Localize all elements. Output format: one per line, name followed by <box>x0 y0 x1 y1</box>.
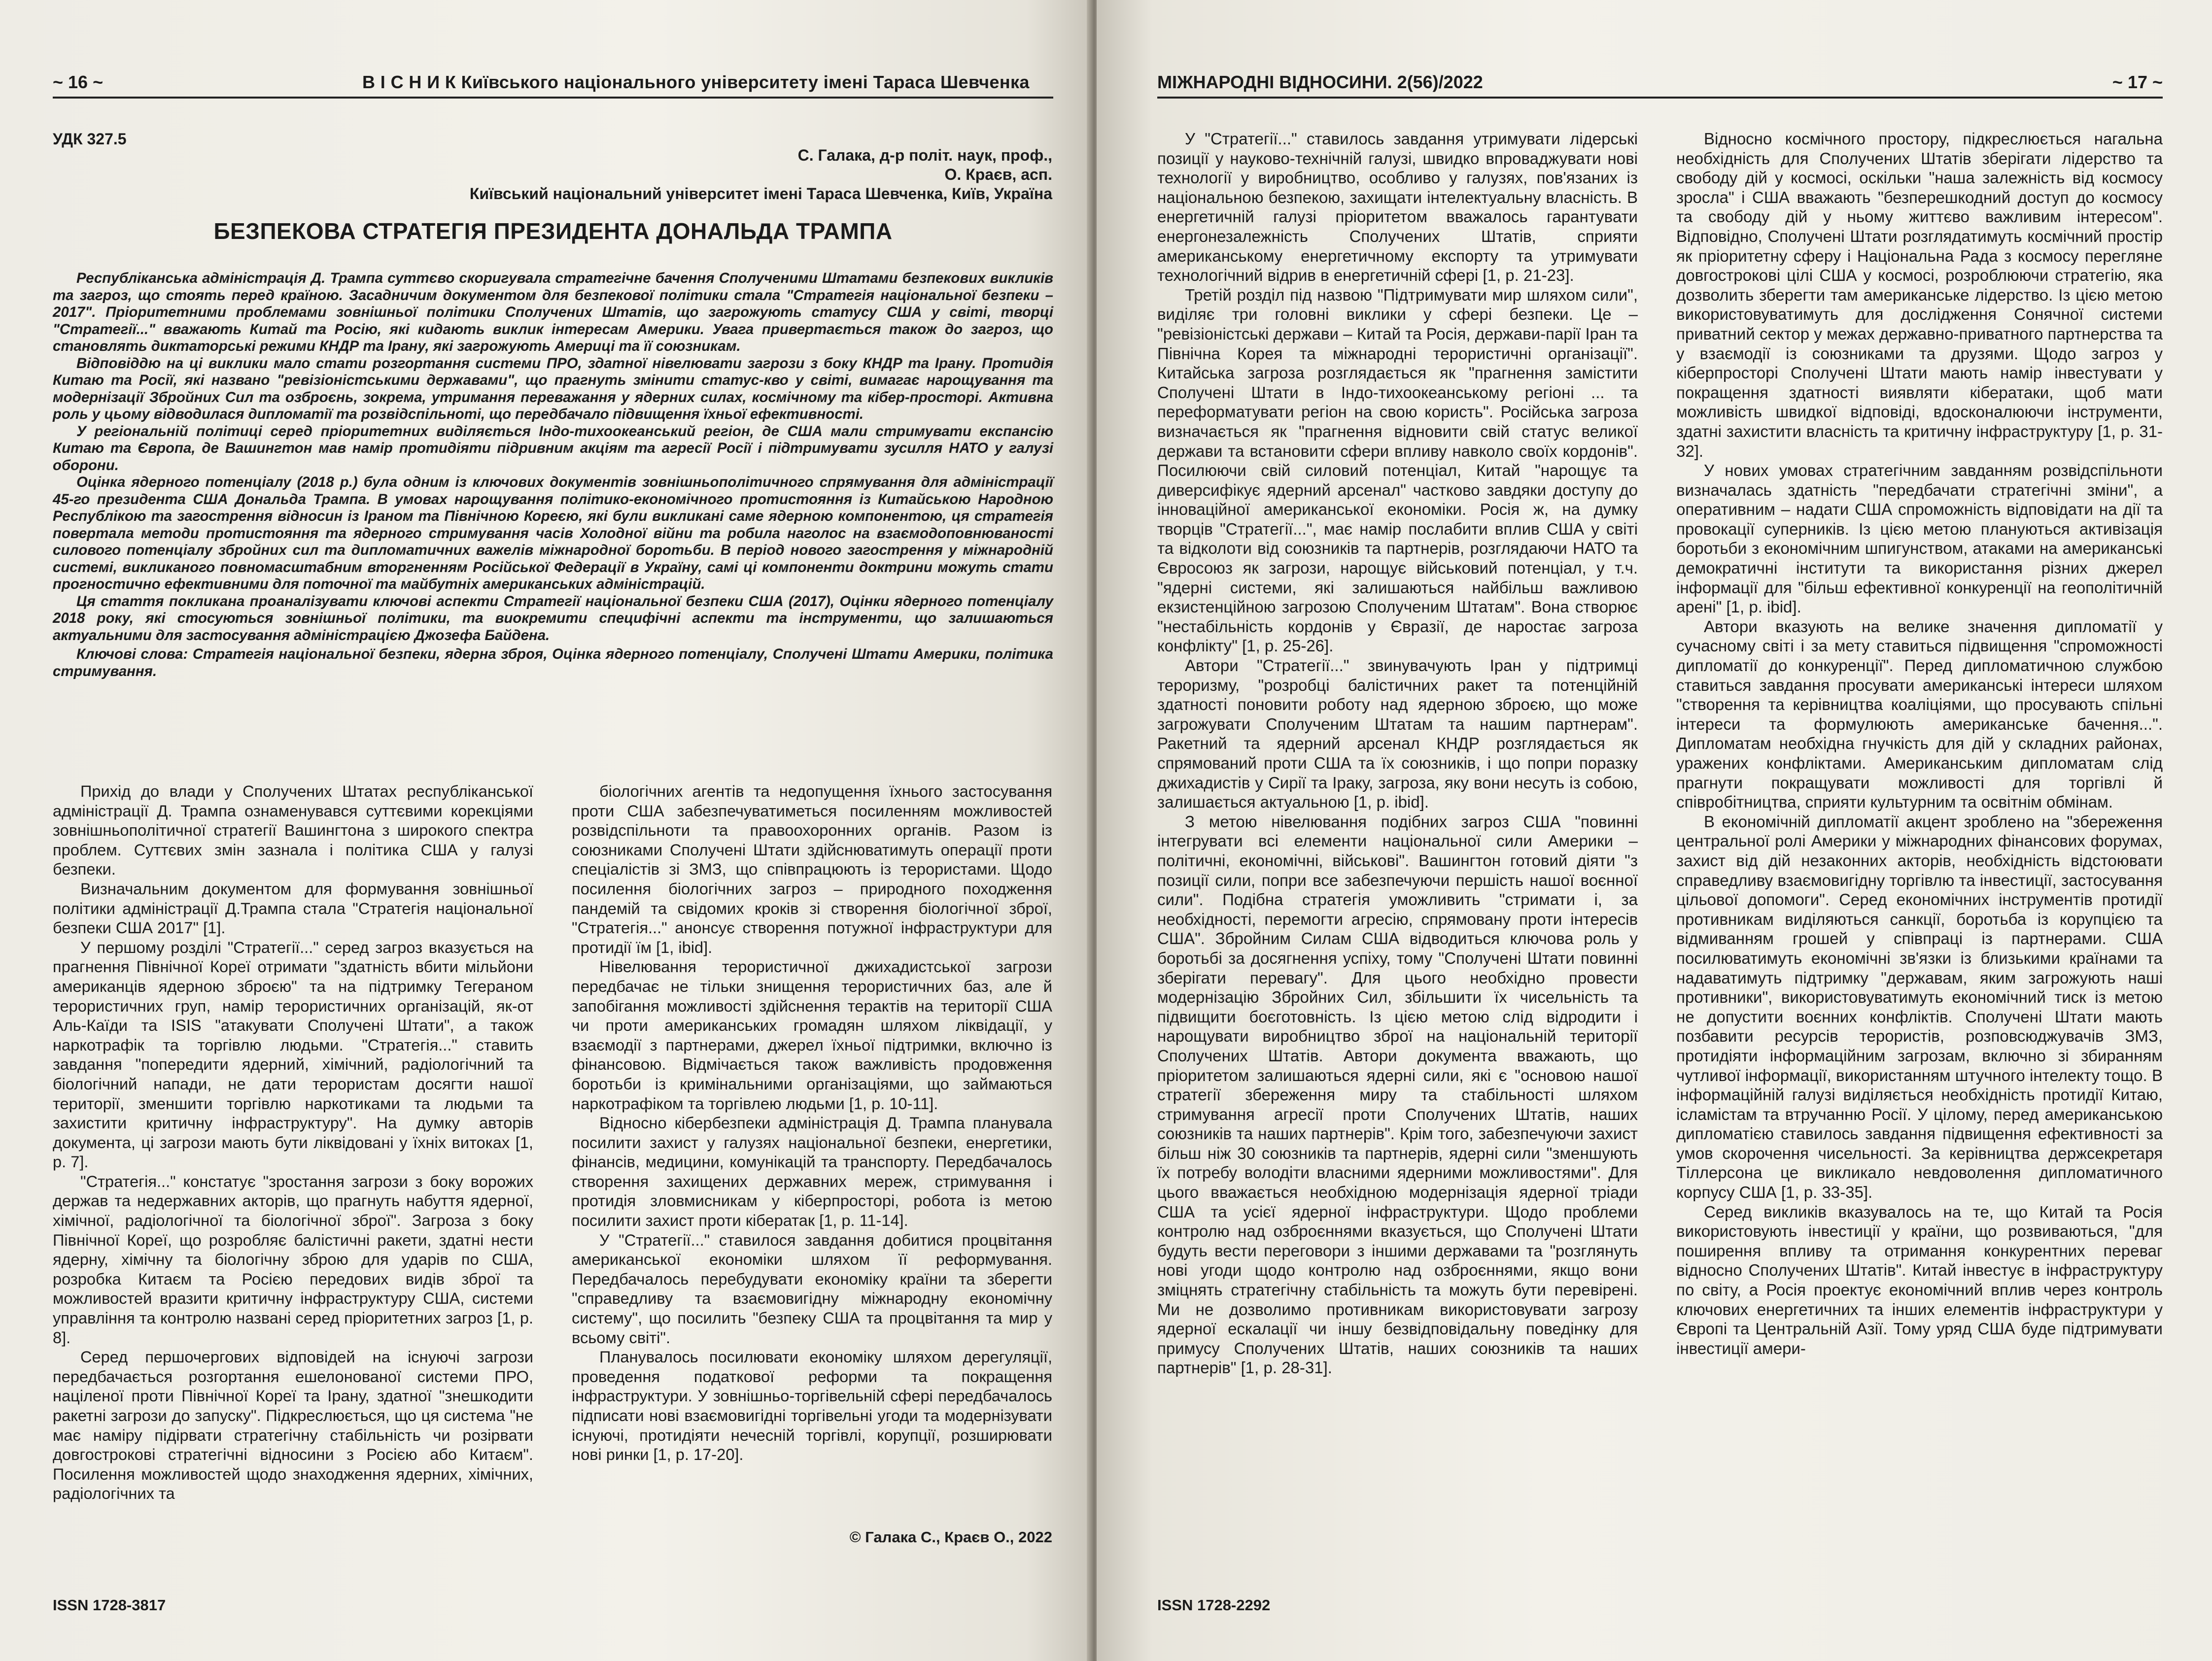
header-rule <box>53 97 1053 99</box>
left-page <box>0 0 1092 1661</box>
body-paragraph: З метою нівелювання подібних загроз США "повинні інтегрувати всі елементи національної сили Америки – політичні, економічні, військові". Вашингтон готовий діяти "з позиції сили, попри все забезпечуючи першість нашої воєнної сили". Подібна стратегія уможливить "стримати і, за необхідності, перемогти агресію, спрямовану проти інтересів США". Збройним Силам США відводиться ключова роль у боротьбі за досягнення успіху, тому "Сполучені Штати повинні зберігати перевагу". Для цього необхідно провести модернізацію Збройних Сил, збільшити їх чисельність та підвищити боєготовність. Із цією метою слід відродити і нарощувати виробництво зброї на національній території Сполучених Штатів. Автори документа вважають, що пріоритетом залишаються ядерні сили, які є "основою нашої стратегії збереження миру та стабільності шляхом стримування агресії проти Сполучених Штатів, наших союзників та наших партнерів". Крім того, забезпечуючи захист більш ніж 30 союзників та партнерів, ядерні сили "зменшують їх потребу володіти власними ядерними можливостями". Для цього вважається необхідною модернізація ядерної тріади США та усієї ядерної інфраструктури. Щодо проблеми контролю над озброєннями вказується, що Сполучені Штати будуть вести переговори з іншими державами та "розглянуть нові угоди щодо контролю над озброєннями, якщо вони зміцнять стратегічну стабільність та можуть бути перевірені. Ми не дозволимо противникам використовувати загрозу ядерної ескалації чи іншу безвідповідальну поведінку для примусу Сполучених Штатів, наших союзників та наших партнерів" [1, p. 28-31]. <box>1157 812 1638 1377</box>
body-paragraph: "Стратегія..." констатує "зростання загрози з боку ворожих держав та недержавних акторів, що прагнуть набуття ядерної, хімічної, радіологічної та біологічної зброї". Загроза з боку Північної Кореї, що розробляє балістичні ракети, здатні нести ядерну, хімічну та біологічну зброю для ударів по США, розробка Китаєм та Росією передових видів зброї та можливостей вразити критичну інфраструктуру США, системи управління та контролю названі серед пріоритетних загроз [1, p. 8]. <box>53 1172 533 1347</box>
article-title: БЕЗПЕКОВА СТРАТЕГІЯ ПРЕЗИДЕНТА ДОНАЛЬДА ТРАМПА <box>213 218 893 244</box>
body-column-4 <box>1676 129 2163 1358</box>
body-paragraph: Визначальним документом для формування зовнішньої політики адміністрації Д.Трампа стала "Стратегія національної безпеки США 2017" [1]. <box>53 879 533 937</box>
body-paragraph: У "Стратегії..." ставилося завдання добитися процвітання американської економіки шляхом її реформування. Передбачалось перебудувати економіку країни та зберегти "справедливу та взаємовигідну міжнародну економічну систему", що посилить "безпеку США та процвітання та мир у всьому світі". <box>572 1230 1052 1347</box>
authors-block <box>470 146 1052 203</box>
body-column-2 <box>572 781 1052 1464</box>
body-paragraph: У нових умовах стратегічним завданням розвідспільноти визначалась здатність "передбачати стратегічні зміни", а оперативним – надати США спроможність відповідати на дії та провокації суперників. Із цією метою плануються активізація боротьби з економічним шпигунством, атаками на американські демократичні інститути та використання різних джерел інформації для "більш ефективної конкуренції на геополітичній арені" [1, p. ibid]. <box>1676 461 2163 616</box>
keywords: Ключові слова: Стратегія національної безпеки, ядерна зброя, Оцінка ядерного потенціалу, Сполучені Штати Америки, політика стримування. <box>53 646 1053 679</box>
abstract-paragraph: Республіканська адміністрація Д. Трампа суттєво скоригувала стратегічне бачення Сполученими Штатами безпекових викликів та загроз, що стоять перед країною. Засадничим документом для безпекової політики стала "Стратегія національної безпеки – 2017". Пріоритетними проблемами зовнішньої політики Сполучених Штатів, що загрожують статусу США у світі, творці "Стратегії..." вважають Китай та Росію, які кидають виклик інтересам Америки. Увага привертається також до загроз, що становлять диктаторські режими КНДР та Ірану, які загрожують Америці та її союзникам. <box>53 270 1053 354</box>
author-affiliation: Київський національний університет імені Тараса Шевченка, Київ, Україна <box>469 185 1052 203</box>
abstract <box>53 270 1053 680</box>
author-line: С. Галака, д-р політ. наук, проф., <box>797 146 1052 164</box>
header-rule-right <box>1157 97 2163 99</box>
body-paragraph: Серед викликів вказувалось на те, що Китай та Росія використовують інвестиції у країни, що розвиваються, "для поширення впливу та отримання конкурентних переваг відносно Сполучених Штатів". Китай інвестує в інфраструктуру по світу, а Росія проектує економічний вплив через контроль ключових енергетичних та інших елементів інфраструктури у Європі та Центральній Азії. Тому уряд США буде підтримувати інвестиції амери- <box>1676 1202 2163 1357</box>
body-paragraph: Серед першочергових відповідей на існуючі загрози передбачається розгортання ешелонованої системи ПРО, націленої проти Північної Кореї та Ірану, здатної "знешкодити ракетні загрози до запуску". Підкреслюється, що ця система "не має наміру підірвати стратегічну стабільність чи розірвати довгострокові стратегічні відносини з Росією або Китаєм". Посилення можливостей щодо знаходження ядерних, хімічних, радіологічних та <box>53 1348 533 1503</box>
body-column-3 <box>1157 129 1638 1378</box>
body-column-1 <box>53 781 533 1503</box>
body-paragraph: Третій розділ під назвою "Підтримувати мир шляхом сили", виділяє три головні виклики у сфері безпеки. Це – "ревізіоністські держави – Китай та Росія, держави-парії Іран та Північна Корея та міжнародні терористичні організації". Китайська загроза розглядається як "прагнення замістити Сполучені Штати в Індо-тихоокеанському регіоні ... та переформатувати регіон на свою користь". Російська загроза визначається як "прагнення відновити свій статус великої держави та встановити сфери впливу навколо своїх кордонів". Посилюючи свій силовий потенціал, Китай "нарощує та диверсифікує ядерний арсенал" частково завдяки доступу до інноваційної американської економіки. Росія ж, на думку творців "Стратегії...", має намір послабити вплив США у світі та відколоти від союзників та партнерів, розглядаючи НАТО та Євросоюз як загрози, нарощує військовий потенціал, у т.ч. "ядерні системи, які залишаються найбільш важливою екзистенційною загрозою Сполученим Штатам". Вона створює "нестабільність кордонів у Євразії, де наростає загроза конфлікту" [1, p. 25-26]. <box>1157 285 1638 655</box>
page-number: ~ 16 ~ <box>53 72 104 92</box>
body-paragraph: Відносно кібербезпеки адміністрація Д. Трампа планувала посилити захист у галузях національної безпеки, енергетики, фінансів, медицини, комунікацій та транспорту. Передбачалось створення захищених державних мереж, стримування і протидія зловмисникам у кіберпросторі, робота із метою посилити захист проти кібератак [1, p. 11-14]. <box>572 1114 1052 1230</box>
body-paragraph: Відносно космічного простору, підкреслюється нагальна необхідність для Сполучених Штатів зберігати лідерство та свободу дій у космосі, оскільки "наша залежність від космосу зросла" і США вважають "безперешкодний доступ до космосу та свободу дій у ньому життєво важливим інтересом". Відповідно, Сполучені Штати розглядатимуть космічний простір як пріоритетну сферу і Національна Рада з космосу перегляне довгострокові цілі США у космосі, розроблюючи стратегію, яка дозволить зберегти там американське лідерство. Із цією метою використовуватимуть для дослідження Сонячної системи приватний сектор у межах державно-приватного партнерства та у взаємодії із союзниками та друзями. Щодо загроз у кіберпросторі Сполучені Штати мають намір інвестувати у покращення здатності виявляти кібератаки, щоб мати можливість швидкої відповіді, вдосконалюючи інструменти, здатні захистити власність та критичну інфраструктуру [1, p. 31-32]. <box>1676 130 2163 460</box>
author-line: О. Краєв, асп. <box>944 166 1052 183</box>
body-paragraph: біологічних агентів та недопущення їхнього застосування проти США забезпечуватиметься посиленням можливостей розвідспільноти та правоохоронних органів. Разом із союзниками Сполучені Штати здійснюватимуть операції проти спеціалістів зі ЗМЗ, що співпрацюють із терористами. Щодо посилення біологічних загроз – природного походження пандемій та свідомих кроків зі створення біологічної зброї, "Стратегія..." анонсує створення потужної інфраструктури для протидії їм [1, ibid]. <box>572 782 1052 956</box>
body-paragraph: Нівелювання терористичної джихадистської загрози передбачає не тільки знищення терористичних баз, але й запобігання можливості здійснення терактів на території США чи проти американських громадян шляхом ліквідації, у взаємодії з партнерами, джерел їхньої підтримки, включно із фінансовою. Відмічається також важливість продовження боротьби із кримінальними організаціями, що займаються наркотрафіком та торгівлею людьми [1, p. 10-11]. <box>572 957 1052 1113</box>
issn-right: ISSN 1728-2292 <box>1157 1596 1271 1614</box>
body-paragraph: Прихід до влади у Сполучених Штатах республіканської адміністрації Д. Трампа ознаменувався суттєвими корекціями зовнішньополітичної стратегії Вашингтона з широкого спектра проблем. Суттєвих змін зазнала і політика США у галузі безпеки. <box>53 782 533 879</box>
abstract-paragraph: Відповіддю на ці виклики мало стати розгортання системи ПРО, здатної нівелювати загрози з боку КНДР та Ірану. Протидія Китаю та Росії, які названо "ревізіоністськими державами", що прагнуть змінити статус-кво у світі, вимагає нарощування та модернізації Збройних Сил та озброєнь, зокрема, утримання переважання у ядерних силах, космічному та кібер-просторі. Активна роль у цьому відводилася дипломатії та розвідспільноті, що передбачало підвищення їхньої ефективності. <box>53 355 1053 422</box>
body-paragraph: В економічній дипломатії акцент зроблено на "збереження центральної ролі Америки у міжнародних фінансових форумах, захист від дій незаконних акторів, необхідність відстоювати справедливу взаємовигідну торгівлю та інвестиції, застосування цільової допомоги". Серед економічних інструментів протидії противникам виділяються санкції, боротьба із корупцією та відмиванням грошей у співпраці із партнерами. США посилюватимуть економічні зв'язки із близькими країнами та надаватимуть підтримку "державам, яким загрожують наші противники", використовуватимуть економічний тиск із метою не допустити воєнних конфліктів. Сполучені Штати мають позбавити ресурсів терористів, розповсюджувачів ЗМЗ, протидіяти інформаційним загрозам, включно зі збиранням чутливої інформації, використанням штучного інтелекту тощо. В інформаційній галузі виділяється необхідність протидії Китаю, ісламістам та втручанню Росії. У цілому, перед американською дипломатією ставилось завдання підвищення ефективності за умов скорочення чисельності. За керівництва держсекретаря Тіллерсона це викликало невдоволення дипломатичного корпусу США [1, p. 33-35]. <box>1676 812 2163 1202</box>
body-paragraph: Автори "Стратегії..." звинувачують Іран у підтримці тероризму, "розробці балістичних ракет та потенційній здатності поновити роботу над ядерною зброєю, що може загрожувати Сполученим Штатам та нашим партнерам". Ракетний та ядерний арсенал КНДР розглядається як спрямований проти США та їх союзників, і що попри поразку джихадистів у Сирії та Іраку, загроза, яку вони несуть із собою, залишається актуальною [1, p. ibid]. <box>1157 656 1638 812</box>
issn-left: ISSN 1728-3817 <box>53 1596 166 1614</box>
page-number-right: ~ 17 ~ <box>2112 72 2163 92</box>
abstract-paragraph: У регіональній політиці серед пріоритетних виділяється Індо-тихоокеанський регіон, де США мали стримувати експансію Китаю та Європа, де Вашингтон мав намір протидіяти підривним акціям та агресії Росії і підтримувати зусилля НАТО у галузі оборони. <box>53 423 1053 474</box>
body-paragraph: У першому розділі "Стратегії..." серед загроз вказується на прагнення Північної Кореї отримати "здатність вбити мільйони американців ядерною зброєю" та на підтримку Тегераном терористичних груп, намір терористичних організацій, як-от Аль-Каїди та ISIS "атакувати Сполучені Штати", а також наркотрафік та торгівлю людьми. "Стратегія..." ставить завдання "попередити ядерний, хімічний, радіологічний та біологічний напади, не дати терористам досягти нашої території, зменшити торгівлю наркотиками та людьми та захистити критичну інфраструктуру". На думку авторів документа, ці загрози мають бути ліквідовані у їхніх витоках [1, p. 7]. <box>53 938 533 1171</box>
running-header-right: МІЖНАРОДНІ ВІДНОСИНИ. 2(56)/2022 <box>1157 72 1483 92</box>
abstract-paragraph: Оцінка ядерного потенціалу (2018 р.) була одним із ключових документів зовнішньополітичного спрямування для адміністрації 45-го президента США Дональда Трампа. В умовах нарощування політико-економічного протистояння із Китайською Народною Республікою та загострення відносин із Іраном та Північною Кореєю, які були викликані саме ядерною компонентою, ця стратегія повертала методи протистояння та ядерного стримування часів Холодної війни та робила наголос на взаємодоповнюваності силового потенціалу збройних сил та дипломатичних важелів міжнародної боротьби. В період нового загострення у міжнародній системі, викликаного повномасштабним вторгненням Російської Федерації в Україну, самі ці компоненти доктрини можуть стати прогностично ефективними для поточної та майбутніх американських адміністрацій. <box>53 474 1053 592</box>
copyright: © Галака С., Краєв О., 2022 <box>849 1528 1052 1546</box>
udk-code: УДК 327.5 <box>53 130 127 148</box>
body-paragraph: Автори вказують на велике значення дипломатії у сучасному світі і за мету ставиться підвищення "спроможності дипломатії до конкуренції". Перед дипломатичною службою ставиться завдання просувати американські інтереси шляхом "створення та керівництва коаліціями, що просувають спільні інтереси та формулюють американське бачення...". Дипломатам необхідна гнучкість для дій у складних районах, уражених конфліктами. Американським дипломатам слід прагнути покращувати можливості для торгівлі й співробітництва, сприяти культурним та освітнім обмінам. <box>1676 617 2163 812</box>
abstract-paragraph: Ця стаття покликана проаналізувати ключові аспекти Стратегії національної безпеки США (2017), Оцінки ядерного потенціалу 2018 року, які стосуються зовнішньої політики, та виокремити специфічні аспекти та інструменти, що залишаються актуальними для застосування адміністрацією Джозефа Байдена. <box>53 593 1053 644</box>
body-paragraph: Планувалось посилювати економіку шляхом дерегуляції, проведення податкової реформи та покращення інфраструктури. У зовнішньо-торгівельній сфері передбачалось підписати нові взаємовигідні торгівельні угоди та модернізувати існуючі, протидіяти нечесній торгівлі, корупції, розширювати нові ринки [1, p. 17-20]. <box>572 1348 1052 1464</box>
running-header: В І С Н И К Київського національного університету імені Тараса Шевченка <box>362 72 1030 92</box>
body-paragraph: У "Стратегії..." ставилось завдання утримувати лідерські позиції у науково-технічній галузі, швидко впроваджувати нові технології у виробництво, особливо у галузях, пов'язаних із національною безпекою, захищати інтелектуальну власність. В енергетичній галузі пріоритетом вважалось гарантувати енергонезалежність Сполучених Штатів, сприяти американському енергетичному експорту та утримувати технологічний відрив в енергетичній сфері [1, p. 21-23]. <box>1157 130 1638 285</box>
right-page <box>1097 0 2212 1661</box>
